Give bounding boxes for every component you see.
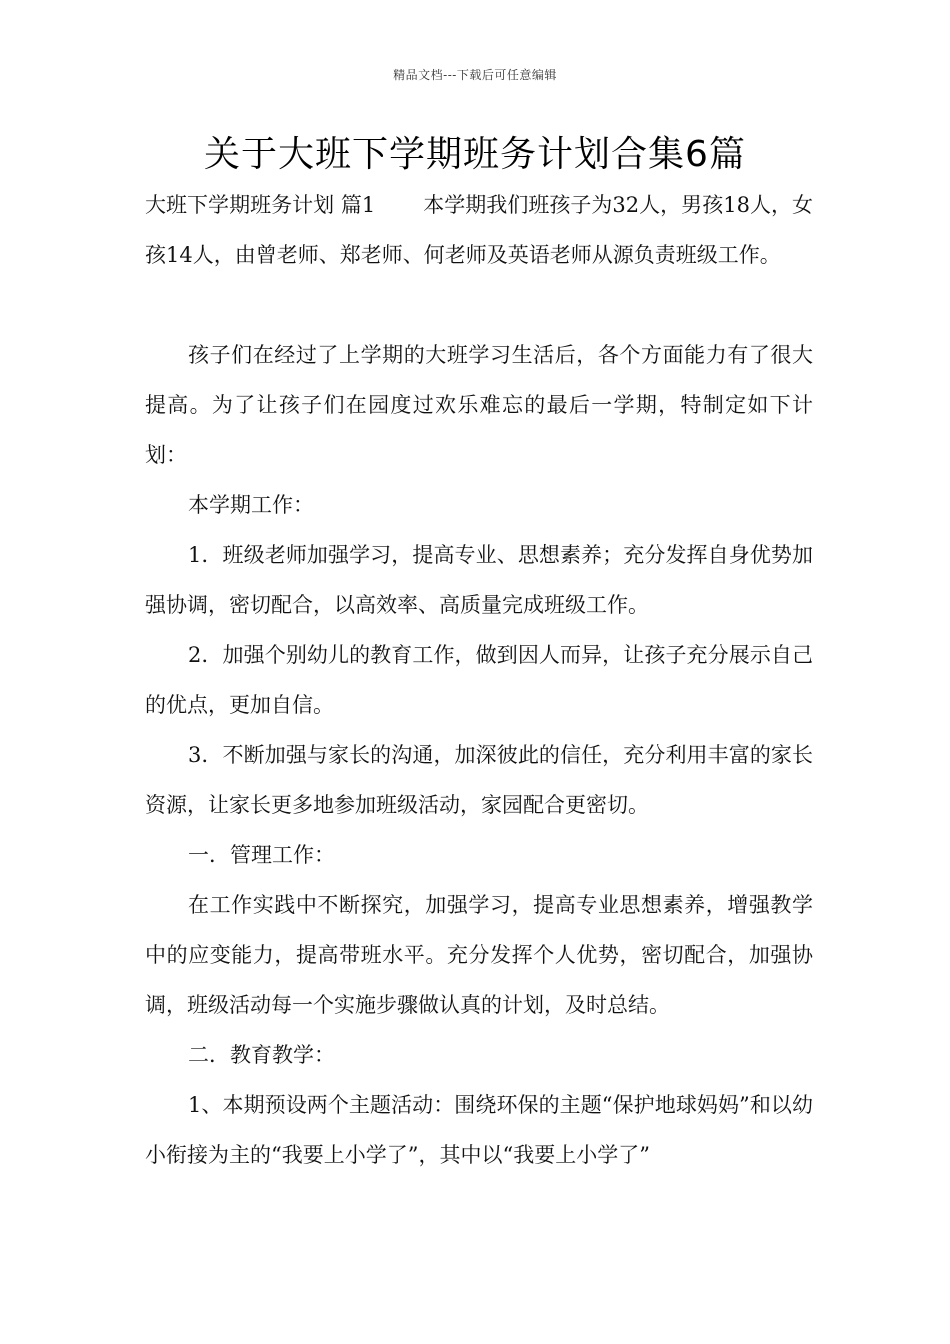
list-item: 2．加强个别幼儿的教育工作，做到因人而异，让孩子充分展示自己的优点，更加自信。 (145, 643, 813, 717)
section-heading-plan-1: 大班下学期班务计划 篇1 (145, 193, 376, 217)
section-heading: 一．管理工作： (188, 843, 335, 867)
list-item: 1．班级老师加强学习，提高专业、思想素养；充分发挥自身优势加强协调，密切配合，以高效率、高质量完成班级工作。 (145, 543, 813, 617)
paragraph-intro (145, 180, 813, 280)
document-title: 关于大班下学期班务计划合集6篇 (204, 134, 746, 175)
list-item: 3．不断加强与家长的沟通，加深彼此的信任，充分利用丰富的家长资源，让家长更多地参加班级活动，家园配合更密切。 (145, 743, 813, 817)
paragraph: 在工作实践中不断探究，加强学习，提高专业思想素养，增强教学中的应变能力，提高带班水平。充分发挥个人优势，密切配合，加强协调，班级活动每一个实施步骤做认真的计划，及时总结。 (145, 893, 813, 1017)
paragraph: 本学期工作： (188, 493, 314, 517)
document-body (145, 180, 813, 1180)
paragraph-text: 本学期我们班孩子为32人，男孩18人，女孩14人，由曾老师、郑老师、何老师及英语老师从源负责班级工作。 (145, 193, 813, 267)
section-heading: 二．教育教学： (188, 1043, 335, 1067)
paragraph: 孩子们在经过了上学期的大班学习生活后，各个方面能力有了很大提高。为了让孩子们在园度过欢乐难忘的最后一学期，特制定如下计划： (145, 343, 813, 467)
page-header: 精品文档---下载后可任意编辑 (393, 68, 557, 82)
list-item: 1、本期预设两个主题活动：围绕环保的主题“保护地球妈妈”和以幼小衔接为主的“我要上小学了”，其中以“我要上小学了” (145, 1093, 813, 1167)
